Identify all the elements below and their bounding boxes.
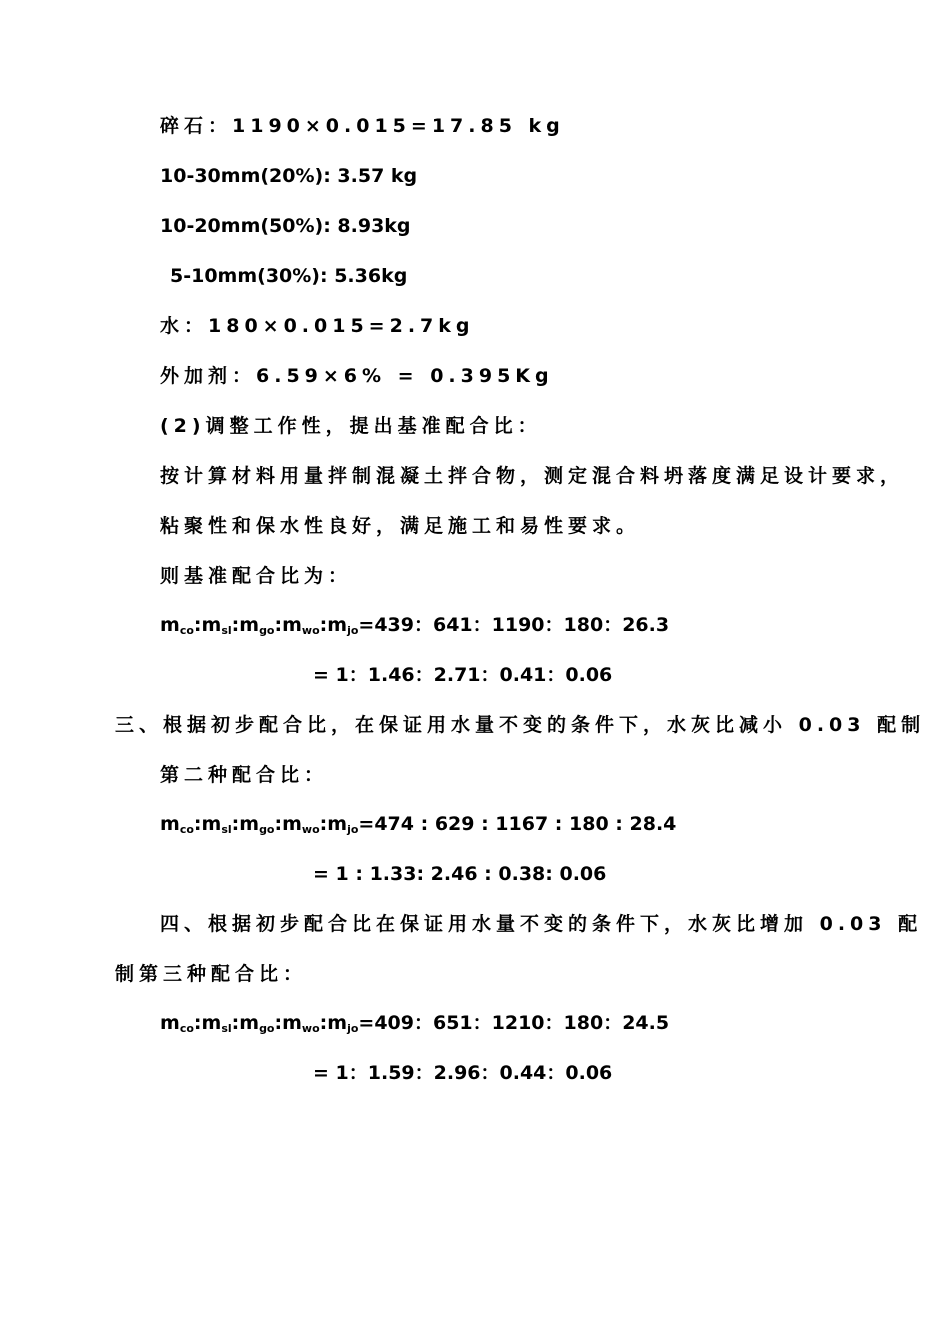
water-line: 水：180×0.015=2.7kg: [160, 315, 475, 337]
paragraph-line: 粘聚性和保水性良好，满足施工和易性要求。: [160, 515, 641, 537]
section-heading-three: 三、根据初步配合比，在保证用水量不变的条件下，水灰比减小 0.03 配制: [115, 714, 926, 736]
mix-ratio-normalized-3: = 1：1.59：2.96：0.44：0.06: [313, 1062, 613, 1084]
mix-ratio-normalized-1: = 1：1.46：2.71：0.41：0.06: [313, 664, 613, 686]
baseline-ratio-label: 则基准配合比为：: [160, 565, 353, 587]
aggregate-5-10-line: 5-10mm(30%): 5.36kg: [170, 265, 408, 287]
aggregate-10-20-line: 10-20mm(50%): 8.93kg: [160, 215, 411, 237]
mix-ratio-formula-1: $m_{co}:m_{sl}:m_{go}:m_{wo}:m_{jo}=439$：641：1190：180：26.3: [160, 614, 670, 637]
mix-ratio-formula-2: $m_{co}:m_{sl}:m_{go}:m_{wo}:m_{jo}=474$ : 629 : 1167 : 180 : 28.4: [160, 813, 677, 836]
aggregate-10-30-line: 10-30mm(20%): 3.57 kg: [160, 165, 418, 187]
mix-ratio-normalized-2: = 1 : 1.33: 2.46 : 0.38: 0.06: [313, 863, 607, 885]
crushed-stone-line: 碎石：1190×0.015=17.85 kg: [160, 115, 565, 137]
paragraph-line: 按计算材料用量拌制混凝土拌合物，测定混合料坍落度满足设计要求，: [160, 465, 905, 487]
second-ratio-label: 第二种配合比：: [160, 764, 329, 786]
third-ratio-label: 制第三种配合比：: [115, 963, 308, 985]
admixture-line: 外加剂：6.59×6% = 0.395Kg: [160, 365, 554, 387]
section-heading-adjust: (2)调整工作性，提出基准配合比：: [160, 415, 542, 437]
section-heading-four: 四、根据初步配合比在保证用水量不变的条件下，水灰比增加 0.03 配: [160, 913, 923, 935]
mix-ratio-formula-3: $m_{co}:m_{sl}:m_{go}:m_{wo}:m_{jo}=409$：651：1210：180：24.5: [160, 1012, 670, 1035]
